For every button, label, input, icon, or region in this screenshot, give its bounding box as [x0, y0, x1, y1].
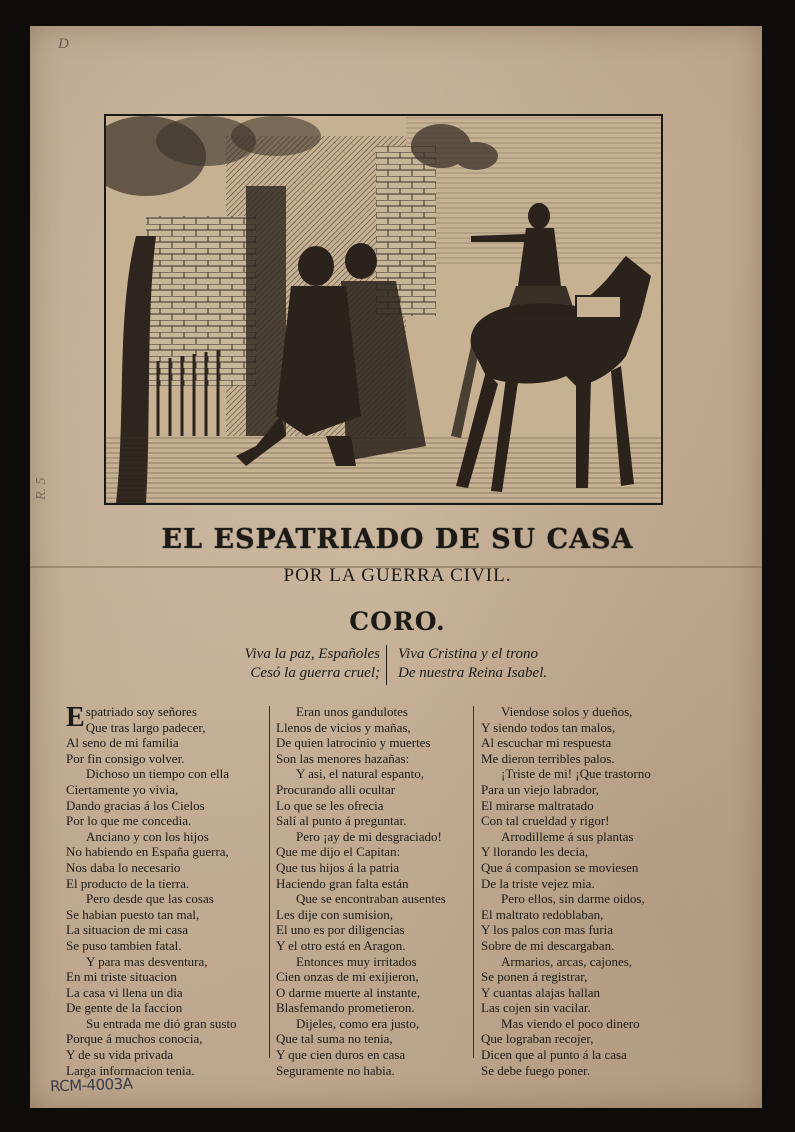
chorus-line: Cesó la guerra cruel;: [250, 665, 380, 681]
verse-text: El producto de la tierra.: [66, 875, 190, 891]
verse-text: Se ponen á registrar,: [481, 969, 588, 985]
verse-text: Al escuchar mi respuesta: [481, 735, 612, 751]
verse-text: El maltrato redoblaban,: [481, 906, 604, 922]
verse-line: [66, 798, 266, 814]
verse-text: Al seno de mi familia: [66, 735, 179, 751]
verse-text: Pero desde que las cosas: [86, 891, 214, 907]
verse-text: Que á compasion se moviesen: [481, 859, 639, 875]
verse-line: [66, 1031, 266, 1047]
verse-text: El uno es por diligencias: [276, 922, 405, 938]
verse-text: spatriado soy señores: [85, 704, 197, 719]
verse-line: [66, 844, 266, 860]
verse-text: Y llorando les decia,: [481, 844, 589, 860]
verse-line: [66, 1000, 266, 1016]
verse-text: Y siendo todos tan malos,: [481, 719, 616, 735]
verse-line: [481, 704, 691, 720]
verse-line: [66, 969, 266, 985]
verse-text: ¡Triste de mi! ¡Que trastorno: [501, 766, 651, 782]
verse-line: [481, 860, 691, 876]
verse-text: Que tras largo padecer,: [85, 719, 206, 735]
verse-text: Y que cien duros en casa: [276, 1047, 406, 1063]
verse-text: Que lograban recojer,: [481, 1031, 594, 1047]
verse-line: [276, 1047, 476, 1063]
verse-line: [481, 766, 691, 782]
verse-text: Se puso tambien fatal.: [66, 937, 182, 953]
chorus-heading: CORO.: [349, 607, 446, 636]
verse-text: Que me dijo el Capitan:: [276, 844, 401, 860]
verse-text: Ciertamente yo vivia,: [66, 781, 179, 797]
verse-line: [276, 829, 476, 845]
verse-line: [276, 1016, 476, 1032]
verse-line: [66, 954, 266, 970]
verse-line: [481, 782, 691, 798]
verse-text: Dicen que al punto á la casa: [481, 1047, 627, 1063]
verse-line: [481, 1031, 691, 1047]
verse-text: Que tus hijos á la patria: [276, 859, 400, 875]
verse-text: Con tal crueldad y rigor!: [481, 813, 610, 829]
verse-text: Y de su vida privada: [66, 1047, 174, 1063]
verse-text: Dichoso un tiempo con ella: [86, 766, 229, 782]
chorus-line: Viva Cristina y el trono: [398, 646, 538, 662]
verse-line: [481, 938, 691, 954]
verse-text: Por lo que me concedia.: [66, 813, 192, 829]
verse-line: [66, 907, 266, 923]
verse-text: Las cojen sin vacilar.: [481, 1000, 591, 1016]
verse-text: No habiendo en España guerra,: [66, 844, 229, 860]
verse-text: Anciano y con los hijos: [86, 828, 209, 844]
verse-line: [481, 922, 691, 938]
verse-line: [66, 1047, 266, 1063]
verse-line: [481, 1000, 691, 1016]
verse-line: [481, 751, 691, 767]
verse-text: Arrodilleme á sus plantas: [501, 828, 634, 844]
verse-line: [481, 891, 691, 907]
verse-text: Pero ¡ay de mi desgraciado!: [296, 828, 442, 844]
verse-line: [481, 720, 691, 736]
verse-text: En mi triste situacion: [66, 969, 177, 985]
verse-text: Cien onzas de mi exijieron,: [276, 969, 419, 985]
verse-text: Sobre de mi descargaban.: [481, 937, 615, 953]
verse-text: Y los palos con mas furia: [481, 922, 614, 938]
verse-line: [66, 735, 266, 751]
verse-text: Pero ellos, sin darme oidos,: [501, 891, 645, 907]
chorus-divider: [386, 645, 387, 685]
column-divider: [473, 706, 474, 1058]
verse-text: La casa vi llena un dia: [66, 984, 183, 1000]
verse-line: [481, 1063, 691, 1079]
verse-line: [481, 907, 691, 923]
verse-line: [276, 720, 476, 736]
verse-line: [66, 813, 266, 829]
verse-text: Por fin consigo volver.: [66, 750, 185, 766]
verse-text: Y el otro está en Aragon.: [276, 937, 406, 953]
verse-text: Nos daba lo necesario: [66, 859, 181, 875]
verse-line: [481, 829, 691, 845]
verse-line: [276, 876, 476, 892]
verse-line: [276, 704, 476, 720]
verse-text: De la triste vejez mia.: [481, 875, 595, 891]
verse-line: [481, 735, 691, 751]
verse-text: Se habian puesto tan mal,: [66, 906, 200, 922]
verse-line: [66, 766, 266, 782]
column-divider: [269, 706, 270, 1058]
verse-line: [276, 798, 476, 814]
verse-text: Salí al punto á preguntar.: [276, 813, 407, 829]
verse-line: [66, 1016, 266, 1032]
verse-text: El mirarse maltratado: [481, 797, 594, 813]
verse-line: [66, 876, 266, 892]
verse-text: Me dieron terribles palos.: [481, 750, 615, 766]
verse-text: Llenos de vicios y mañas,: [276, 719, 411, 735]
verse-text: Porque á muchos conocia,: [66, 1031, 203, 1047]
verse-line: [276, 954, 476, 970]
verse-line: [276, 1000, 476, 1016]
verse-text: Les dije con sumision,: [276, 906, 393, 922]
verse-text: La situacion de mi casa: [66, 922, 189, 938]
verse-text: Que tal suma no tenia,: [276, 1031, 393, 1047]
verse-line: [276, 860, 476, 876]
verse-line: [481, 876, 691, 892]
verse-line: [66, 891, 266, 907]
chorus-left: [170, 645, 380, 683]
verse-line: [481, 969, 691, 985]
verse-text: De gente de la faccion: [66, 1000, 183, 1016]
verse-text: Seguramente no habia.: [276, 1062, 395, 1078]
drop-cap: E: [66, 702, 85, 733]
verse-text: Se debe fuego poner.: [481, 1062, 591, 1078]
verse-line: [276, 985, 476, 1001]
verse-text: De quien latrocinio y muertes: [276, 735, 431, 751]
verse-line: [66, 938, 266, 954]
verse-text: Armarios, arcas, cajones,: [501, 953, 633, 969]
verse-line: [276, 938, 476, 954]
verse-column-2: [276, 704, 476, 1078]
verse-text: O darme muerte al instante,: [276, 984, 421, 1000]
chorus-line: Viva la paz, Españoles: [244, 646, 380, 662]
verse-text: Para un viejo labrador,: [481, 781, 599, 797]
verse-text: Y cuantas alajas hallan: [481, 984, 600, 1000]
verse-text: Entonces muy irritados: [296, 953, 417, 969]
verse-line: [276, 969, 476, 985]
verse-line: [276, 1063, 476, 1079]
verse-line: [276, 766, 476, 782]
chorus-right: [398, 645, 628, 683]
verse-column-1: [66, 704, 266, 1078]
page-title: EL ESPATRIADO DE SU CASA: [161, 524, 634, 555]
verse-line: [276, 922, 476, 938]
verse-line: [481, 985, 691, 1001]
verse-text: Viendose solos y dueños,: [501, 704, 633, 719]
verse-line: [276, 1031, 476, 1047]
verse-line: [66, 829, 266, 845]
verse-line: [481, 844, 691, 860]
verse-line: [66, 720, 266, 736]
verse-column-3: [481, 704, 691, 1078]
verse-text: Y para mas desventura,: [86, 953, 208, 969]
verse-line: [481, 813, 691, 829]
verse-text: Lo que se les ofrecia: [276, 797, 384, 813]
verse-line: [276, 907, 476, 923]
side-annotation: R. 5: [34, 477, 49, 500]
verse-line: [66, 922, 266, 938]
verse-text: Dando gracias á los Cielos: [66, 797, 205, 813]
verse-line: [481, 798, 691, 814]
verse-line: [66, 985, 266, 1001]
verse-text: Dijeles, como era justo,: [296, 1015, 420, 1031]
verse-text: Y asi, el natural espanto,: [296, 766, 425, 782]
woodcut-illustration: [104, 114, 663, 505]
verse-text: Su entrada me dió gran susto: [86, 1015, 237, 1031]
verse-line: [481, 954, 691, 970]
verse-line: [481, 1016, 691, 1032]
chorus-line: De nuestra Reina Isabel.: [398, 665, 548, 681]
verse-line: [276, 813, 476, 829]
catalog-number: RCM-4003A: [49, 1074, 133, 1096]
verse-line: [276, 891, 476, 907]
verse-line: [481, 1047, 691, 1063]
verse-text: Blasfemando prometieron.: [276, 1000, 415, 1016]
verse-line: [66, 860, 266, 876]
verse-line: [276, 782, 476, 798]
verse-line: [66, 751, 266, 767]
verse-line: [276, 751, 476, 767]
verse-text: Son las menores hazañas:: [276, 750, 410, 766]
page-subtitle: POR LA GUERRA CIVIL.: [283, 565, 512, 586]
verse-line: [276, 735, 476, 751]
verse-line: [66, 782, 266, 798]
corner-annotation: D: [58, 36, 69, 52]
verse-text: Que se encontraban ausentes: [296, 891, 446, 907]
woodcut-engraving: [106, 116, 661, 503]
verse-text: Haciendo gran falta están: [276, 875, 409, 891]
verse-text: Eran unos gandulotes: [296, 704, 408, 719]
verse-text: Mas viendo el poco dinero: [501, 1015, 640, 1031]
verse-text: Procurando alli ocultar: [276, 781, 396, 797]
verse-text: Larga informacion tenia.: [66, 1062, 195, 1078]
verse-line: [276, 844, 476, 860]
